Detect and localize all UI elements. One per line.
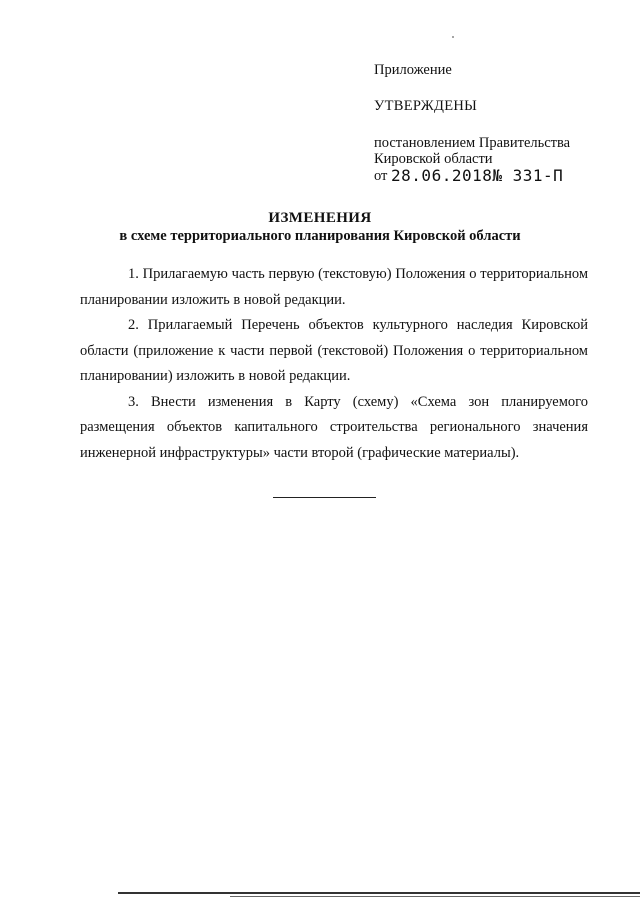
- document-title: ИЗМЕНЕНИЯ: [268, 210, 372, 226]
- paragraph-3: 3. Внести изменения в Карту (схему) «Схема зон планируемого размещения объектов капитального строительства регионального значения инженерной инфраструктуры» части второй (графические материалы).: [80, 393, 588, 461]
- decree-date-prefix: от: [374, 168, 388, 184]
- decree-date-handwritten: 28.06.2018№ 331-П: [391, 166, 564, 185]
- document-body: [80, 262, 588, 466]
- decree-date-line: [374, 167, 614, 184]
- paragraph-2: 2. Прилагаемый Перечень объектов культурного наследия Кировской области (приложение к части первой (текстовой) Положения о территориальном планировании) изложить в новой редакции.: [80, 317, 588, 384]
- approved-label: УТВЕРЖДЕНЫ: [374, 98, 478, 114]
- scan-edge-line-secondary: [230, 896, 640, 897]
- decree-reference: [374, 135, 614, 184]
- appendix-label: Приложение: [374, 62, 452, 78]
- decree-line-2: Кировской области: [374, 151, 493, 167]
- document-subtitle: в схеме территориального планирования Кировской области: [119, 228, 521, 244]
- scan-speck: [452, 36, 454, 38]
- closing-divider: [273, 497, 376, 498]
- scan-edge-line: [118, 892, 640, 894]
- paragraph-1: 1. Прилагаемую часть первую (текстовую) Положения о территориальном планировании изложить в новой редакции.: [80, 266, 588, 308]
- decree-line-1: постановлением Правительства: [374, 135, 571, 151]
- approval-block: [374, 62, 614, 184]
